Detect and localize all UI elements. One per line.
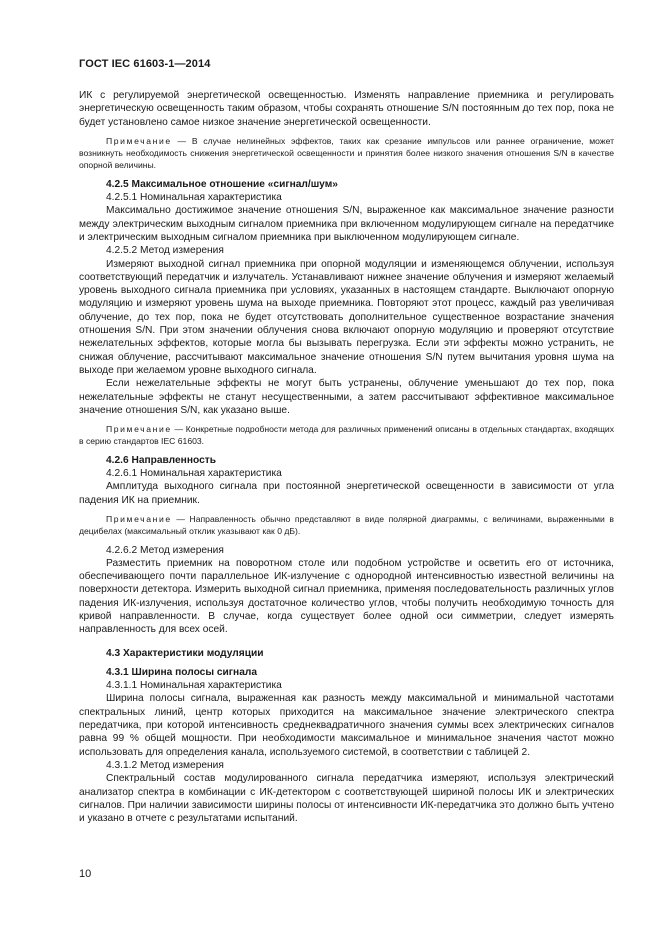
note-label: Примечание bbox=[106, 135, 172, 146]
paragraph: Измеряют выходной сигнал приемника при опорной модуляции и изменяющемся облучении, используя соответствующий передатчик и излучатель. Устанавливают нижнее значение облучения и измеряют желаемый уровень выходного сигнала приемника при условиях, указанных в настоящем стандарте. Выключают опорную модуляцию и измеряют уровень шума на выходе приемника. Повторяют этот процесс, каждый раз увеличивая облучение, до тех пор, пока не будет отсутствовать дополнительное существенное возрастание значения отношения S/N. При этом значении облучения снова включают опорную модуляцию и проверяют отсутствие нежелательных эффектов, которые могла бы вызывать перегрузка. Если эти эффекты можно устранить, не снижая облучение, рассчитывают максимальное значение отношения S/N путем вычитания уровня шума на выходе при желаемом уровне выходного сигнала. bbox=[79, 258, 614, 376]
paragraph: Разместить приемник на поворотном столе или подобном устройстве и осветить его от источника, обеспечивающего почти параллельное ИК-излучение с однородной интенсивностью известной величины на поверхности детектора. Измерить выходной сигнал приемника, применяя последовательность различных углов падения ИК-излучения, используя достаточное количество углов, чтобы получить необходимую точность для кривой направленности. В случае, когда существует более одной оси симметрии, следует измерять направленность для всех осей. bbox=[79, 557, 614, 636]
subsection-heading-4-2-5-2: 4.2.5.2 Метод измерения bbox=[106, 245, 224, 257]
document-body bbox=[79, 89, 614, 825]
paragraph: Максимально достижимое значение отношения S/N, выраженное как максимальное значение разности между электрическим выходным сигналом приемника при включенном модулирующем сигнале на передатчике и электрическим выходным сигналом приемника при выключенном модулирующем сигнале. bbox=[79, 205, 614, 243]
note-label: Примечание bbox=[106, 424, 172, 435]
note-label: Примечание bbox=[106, 513, 172, 524]
note bbox=[79, 135, 614, 172]
subsection-heading-4-3-1-1: 4.3.1.1 Номинальная характеристика bbox=[106, 680, 282, 692]
subsection-heading-4-2-6-2: 4.2.6.2 Метод измерения bbox=[106, 544, 224, 556]
section-heading-4-2-6: 4.2.6 Направленность bbox=[106, 454, 216, 466]
page-number: 10 bbox=[79, 868, 92, 880]
section-heading-4-3-1: 4.3.1 Ширина полосы сигнала bbox=[106, 666, 257, 678]
paragraph: Ширина полосы сигнала, выраженная как разность между максимальной и минимальной частотами спектральных линий, центр которых приходится на максимальное значение электрического спектра передатчика, при которой интенсивность среднеквадратичного значения суммы всех электрических сигналов равна 99 % общей мощности. При необходимости максимальное и минимальное значения частот можно использовать для определения канала, используемого системой, в соответствии с таблицей 2. bbox=[79, 693, 614, 758]
section-heading-4-3: 4.3 Характеристики модуляции bbox=[106, 647, 264, 659]
paragraph: Если нежелательные эффекты не могут быть устранены, облучение уменьшают до тех пор, пока нежелательные эффекты не станут несущественными, а затем рассчитывают эффективное максимальное значение отношения S/N, как указано выше. bbox=[79, 378, 614, 416]
section-heading-4-2-5: 4.2.5 Максимальное отношение «сигнал/шум» bbox=[106, 178, 338, 190]
note bbox=[79, 513, 614, 538]
paragraph: Амплитуда выходного сигнала при постоянной энергетической освещенности в зависимости от угла падения ИК на приемник. bbox=[79, 481, 614, 506]
note-text: — Конкретные подробности метода для различных применений описаны в отдельных стандартах, входящих в серию стандартов IEC 61603. bbox=[79, 424, 614, 447]
paragraph: ИК с регулируемой энергетической освещенностью. Изменять направление приемника и регулировать энергетическую освещенность таким образом, чтобы сохранять отношение S/N постоянным до тех пор, пока не будет установлено самое низкое значение энергетической освещенности. bbox=[79, 90, 614, 128]
subsection-heading-4-2-6-1: 4.2.6.1 Номинальная характеристика bbox=[106, 468, 282, 480]
document-header: ГОСТ IEC 61603-1—2014 bbox=[79, 58, 211, 70]
note-text: — Направленность обычно представляют в виде полярной диаграммы, с величинами, выраженными в децибелах (максимальный отклик указывают как 0 дБ). bbox=[79, 513, 614, 537]
paragraph: Спектральный состав модулированного сигнала передатчика измеряют, используя электрический анализатор спектра в комбинации с ИК-детектором с соответствующей шириной полосы ИК и электрических сигналов. При наличии зависимости ширины полосы от интенсивности ИК-передатчика это должно быть учтено и указано в отчете с результатами испытаний. bbox=[79, 773, 614, 825]
subsection-heading-4-2-5-1: 4.2.5.1 Номинальная характеристика bbox=[106, 192, 282, 204]
note bbox=[79, 423, 614, 448]
subsection-heading-4-3-1-2: 4.3.1.2 Метод измерения bbox=[106, 759, 224, 771]
note-text: — В случае нелинейных эффектов, таких как срезание импульсов или раннее ограничение, может возникнуть необходимость снижения энергетической освещенности и принятия более низкого значения отношения S/N в качестве опорной величины. bbox=[79, 135, 614, 171]
